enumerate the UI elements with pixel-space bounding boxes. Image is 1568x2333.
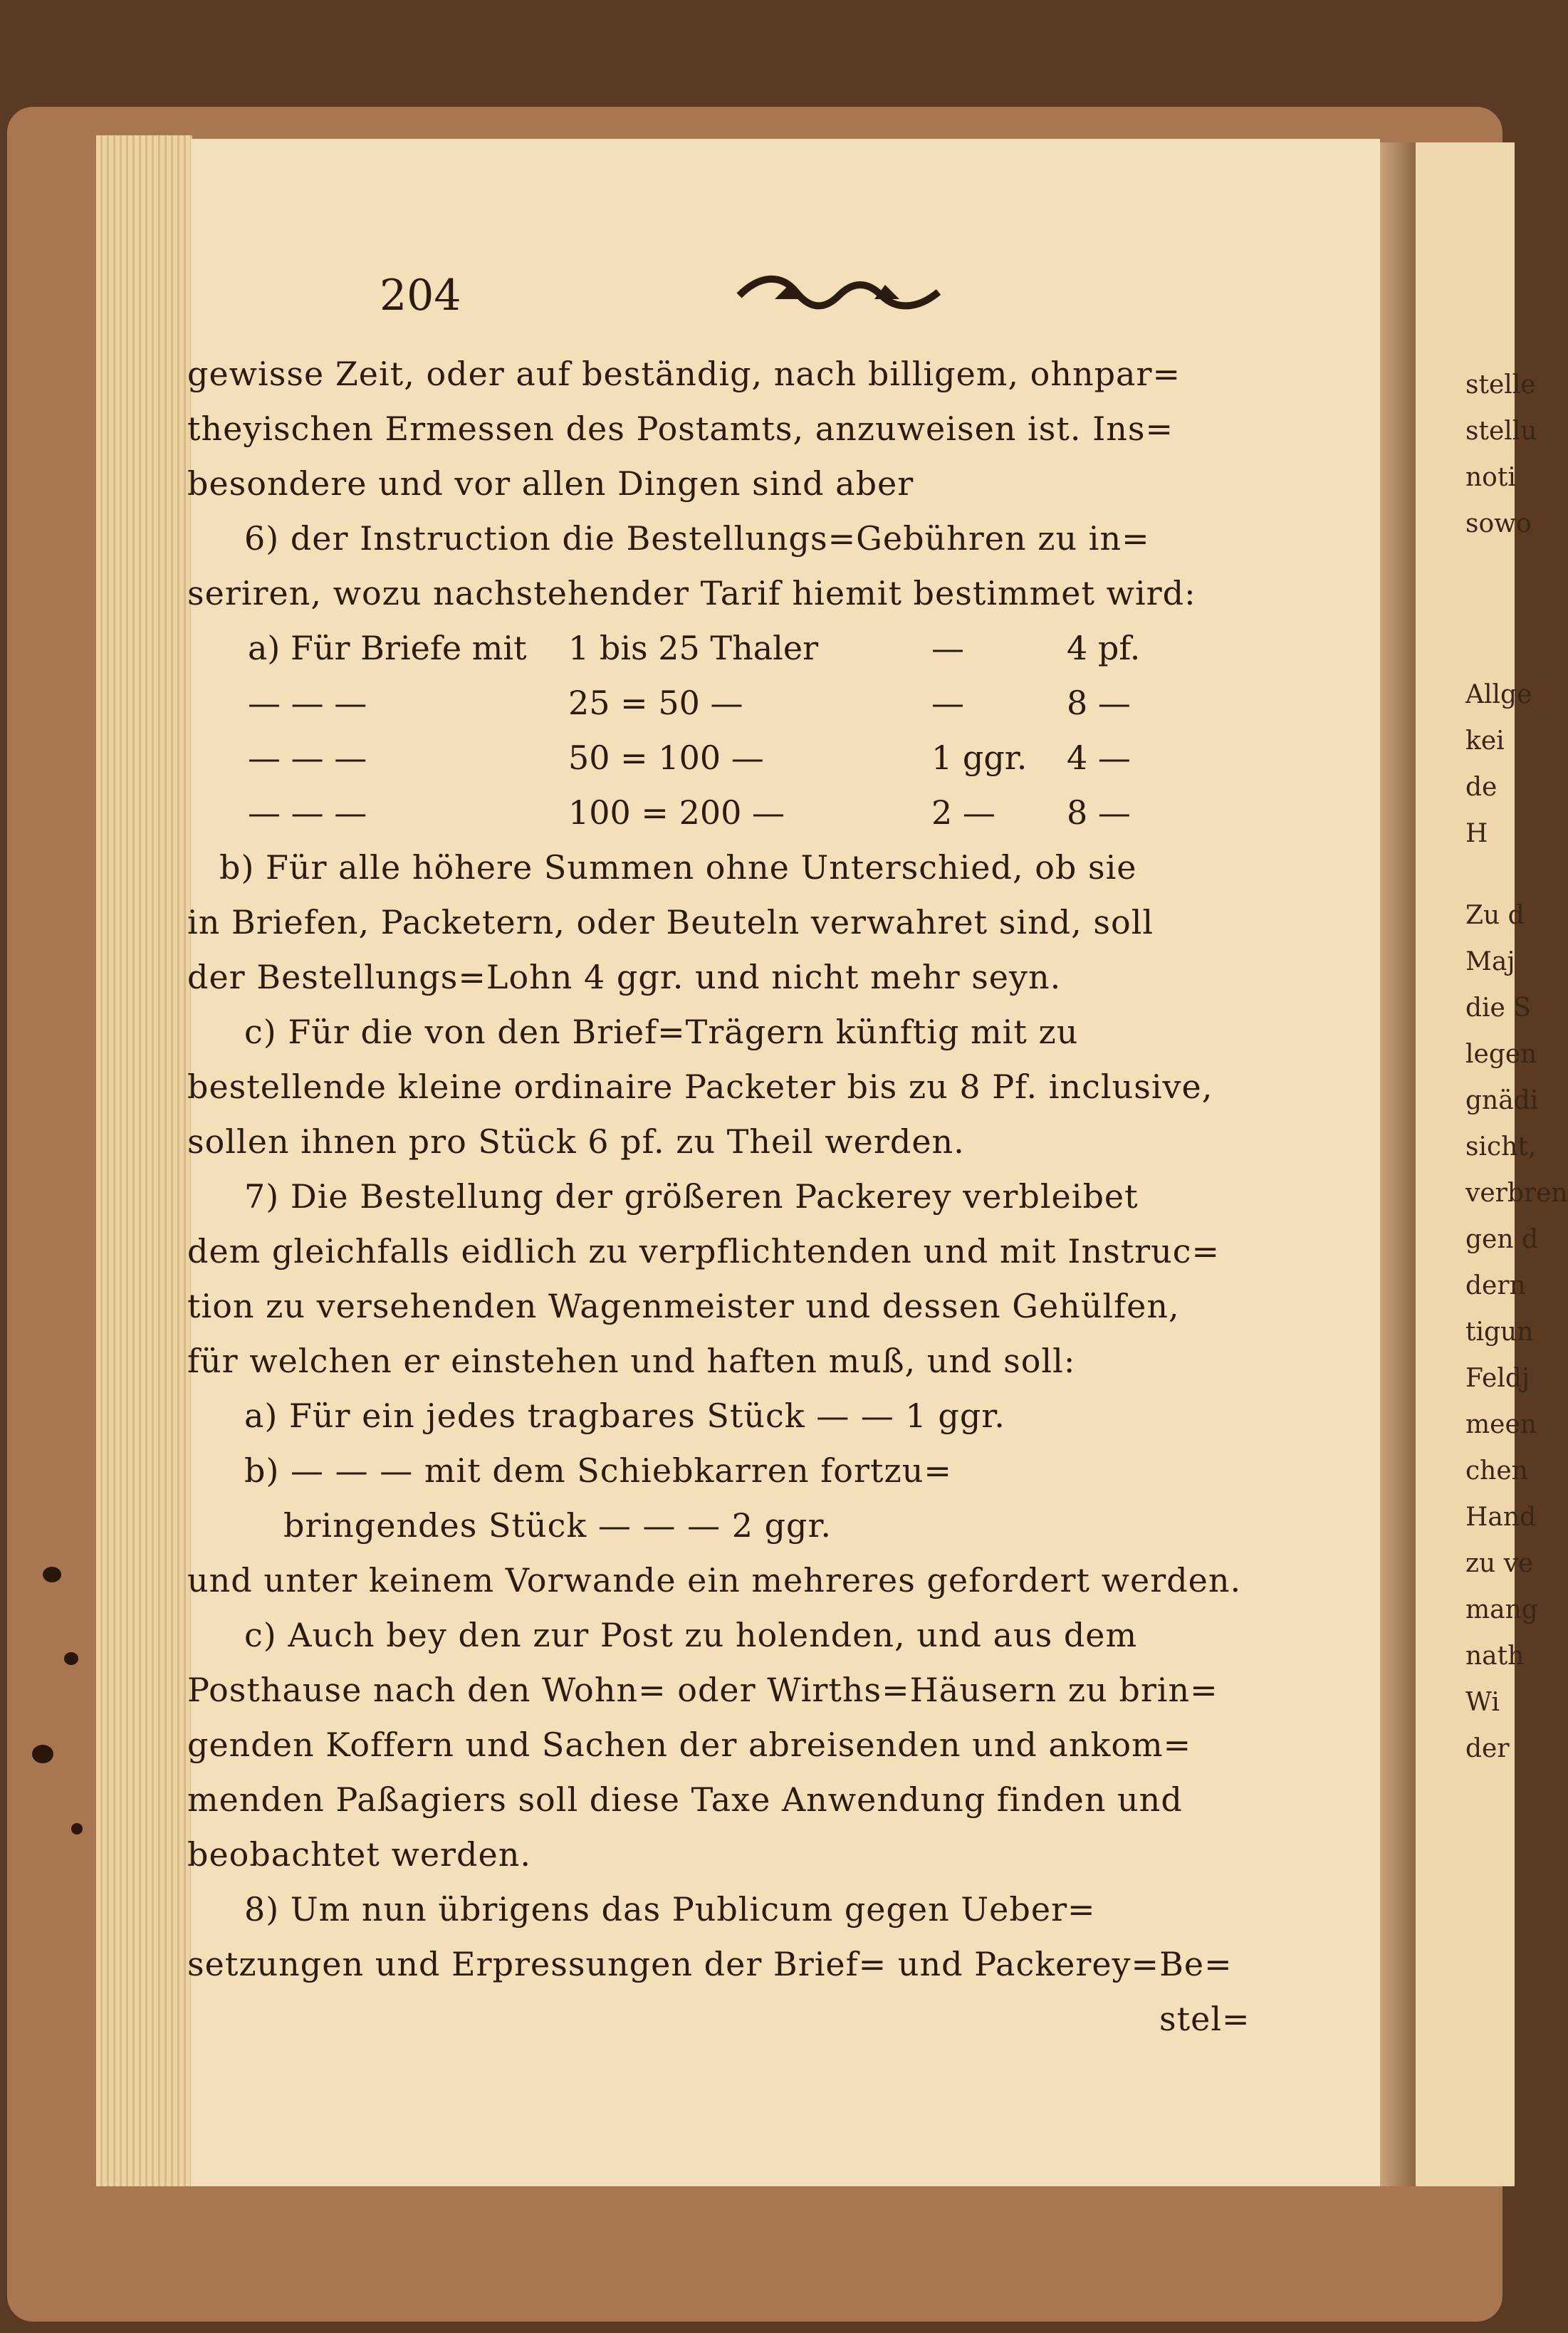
fragment: Feldj [1465, 1364, 1530, 1393]
text-line: c) Auch bey den zur Post zu holenden, und aus dem [244, 1616, 1138, 1654]
page-edges [96, 135, 192, 2186]
fragment: H [1465, 819, 1488, 848]
text-line: gewisse Zeit, oder auf beständig, nach billigem, ohnpar= [187, 355, 1181, 393]
tarif-fee: 4 pf. [1067, 629, 1141, 667]
fragment: mang [1465, 1595, 1538, 1624]
text-line: seriren, wozu nachstehender Tarif hiemit bestimmet wird: [187, 574, 1196, 612]
stain [71, 1823, 83, 1834]
text-line: 7) Die Bestellung der größeren Packerey verbleibet [244, 1177, 1139, 1216]
fragment: Allge [1465, 680, 1532, 709]
text-line: der Bestellungs=Lohn 4 ggr. und nicht mehr seyn. [187, 958, 1062, 996]
fragment: tigun [1465, 1317, 1534, 1347]
tarif-label: — — — [248, 793, 367, 832]
tarif-mid: 2 — [931, 793, 995, 832]
text-line: setzungen und Erpressungen der Brief= und Packerey=Be= [187, 1945, 1233, 1983]
fragment: stellu [1465, 417, 1537, 446]
fragment: sowo [1465, 509, 1532, 538]
fragment: verbren [1465, 1179, 1568, 1208]
stain [32, 1745, 53, 1763]
tarif-fee: 8 — [1067, 793, 1131, 832]
text-line: für welchen er einstehen und haften muß, und soll: [187, 1342, 1076, 1380]
text-line: sollen ihnen pro Stück 6 pf. zu Theil werden. [187, 1122, 965, 1161]
text-line: theyischen Ermessen des Postamts, anzuweisen ist. Ins= [187, 409, 1174, 448]
tarif-row [191, 736, 1188, 779]
text-line: besondere und vor allen Dingen sind aber [187, 464, 914, 503]
fragment: noti [1465, 463, 1516, 492]
fragment: Wi [1465, 1688, 1500, 1717]
tarif-label: a) Für Briefe mit [248, 629, 527, 667]
text-line: bestellende kleine ordinaire Packeter bis zu 8 Pf. inclusive, [187, 1068, 1213, 1106]
fragment: gen d [1465, 1225, 1539, 1254]
tarif-fee: 4 — [1067, 738, 1131, 777]
stain [43, 1567, 61, 1582]
tarif-mid: — [931, 629, 964, 667]
tarif-row [191, 791, 1188, 834]
fragment: sicht, [1465, 1132, 1537, 1162]
page-number: 204 [380, 271, 461, 320]
text-line: c) Für die von den Brief=Trägern künftig mit zu [244, 1013, 1079, 1051]
tarif-range: 25 = 50 — [568, 684, 743, 722]
tarif-label: — — — [248, 738, 367, 777]
tarif-range: 100 = 200 — [568, 793, 785, 832]
next-page-edge [1416, 142, 1568, 2186]
fragment: legen [1465, 1040, 1537, 1069]
text-line: und unter keinem Vorwande ein mehreres gefordert werden. [187, 1561, 1242, 1599]
fragment: gnädi [1465, 1086, 1539, 1115]
ornament-icon [732, 267, 946, 324]
tarif-mid: — [931, 684, 964, 722]
text-line: menden Paßagiers soll diese Taxe Anwendung finden und [187, 1780, 1183, 1819]
text-line: Posthause nach den Wohn= oder Wirths=Häusern zu brin= [187, 1671, 1218, 1709]
text-line: a) Für ein jedes tragbares Stück — — 1 ggr. [244, 1397, 1005, 1435]
book-page [187, 139, 1380, 2186]
text-line: b) — — — mit dem Schiebkarren fortzu= [244, 1451, 952, 1490]
fragment: nath [1465, 1642, 1525, 1671]
text-line: in Briefen, Packetern, oder Beuteln verwahret sind, soll [187, 903, 1154, 941]
stain [64, 1652, 78, 1665]
book-gutter [1380, 142, 1416, 2186]
text-line: 8) Um nun übrigens das Publicum gegen Ueber= [244, 1890, 1096, 1928]
text-line: 6) der Instruction die Bestellungs=Gebühren zu in= [244, 519, 1150, 558]
text-line: dem gleichfalls eidlich zu verpflichtenden und mit Instruc= [187, 1232, 1221, 1270]
fragment: meen [1465, 1410, 1537, 1439]
tarif-row [191, 682, 1188, 724]
text-line: stel= [1159, 2000, 1250, 2038]
tarif-range: 1 bis 25 Thaler [568, 629, 819, 667]
fragment: kei [1465, 726, 1505, 756]
fragment: dern [1465, 1271, 1526, 1300]
fragment: Maj [1465, 947, 1515, 976]
fragment: der [1465, 1734, 1510, 1763]
fragment: stelle [1465, 370, 1536, 400]
tarif-mid: 1 ggr. [931, 738, 1028, 777]
text-line: b) Für alle höhere Summen ohne Unterschied, ob sie [219, 848, 1137, 887]
fragment: Zu d [1465, 901, 1525, 930]
fragment: Hand [1465, 1503, 1537, 1532]
text-line: bringendes Stück — — — 2 ggr. [283, 1506, 832, 1545]
fragment: zu ve [1465, 1549, 1534, 1578]
tarif-fee: 8 — [1067, 684, 1131, 722]
fragment: chen [1465, 1456, 1528, 1486]
text-line: tion zu versehenden Wagenmeister und dessen Gehülfen, [187, 1287, 1180, 1325]
text-line: genden Koffern und Sachen der abreisenden und ankom= [187, 1726, 1192, 1764]
tarif-range: 50 = 100 — [568, 738, 764, 777]
fragment: de [1465, 773, 1498, 802]
tarif-label: — — — [248, 684, 367, 722]
tarif-row [191, 627, 1188, 669]
text-line: beobachtet werden. [187, 1835, 531, 1874]
fragment: die S [1465, 993, 1531, 1023]
